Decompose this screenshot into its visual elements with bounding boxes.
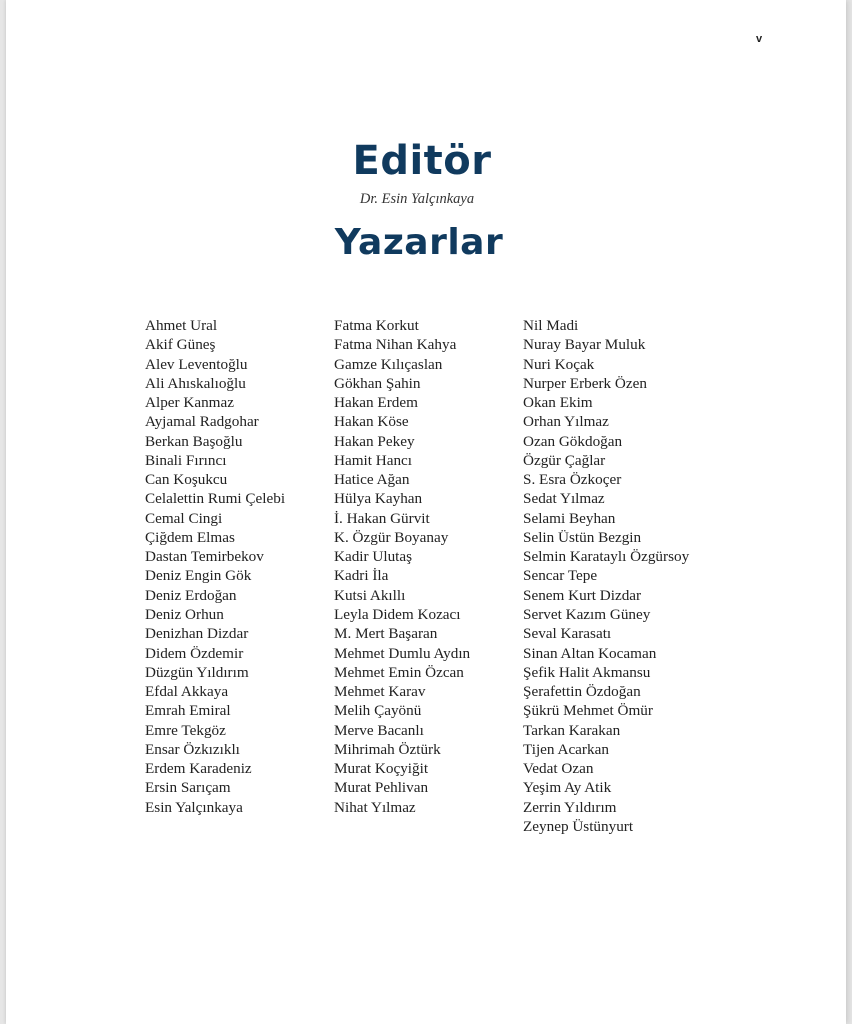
author-name: Düzgün Yıldırım xyxy=(145,663,249,681)
author-name: Denizhan Dizdar xyxy=(145,625,249,643)
author-name: Nuray Bayar Muluk xyxy=(523,336,646,354)
author-name: Hakan Pekey xyxy=(334,432,415,450)
author-name: Orhan Yılmaz xyxy=(523,413,609,431)
author-name: Hakan Köse xyxy=(334,413,409,431)
author-name: Senem Kurt Dizdar xyxy=(523,586,642,604)
author-name: Ozan Gökdoğan xyxy=(523,432,623,450)
editor-heading: Editör xyxy=(352,138,492,184)
author-name: Kutsi Akıllı xyxy=(334,586,406,604)
author-name: Merve Bacanlı xyxy=(334,721,424,739)
author-name: Dastan Temirbekov xyxy=(145,548,264,566)
author-name: Özgür Çağlar xyxy=(523,451,606,469)
editor-name: Dr. Esin Yalçınkaya xyxy=(359,191,475,207)
author-name: Okan Ekim xyxy=(523,394,593,412)
author-name: Murat Pehlivan xyxy=(334,779,429,797)
author-name: Akif Güneş xyxy=(145,336,216,354)
author-name: Şerafettin Özdoğan xyxy=(523,683,641,701)
author-name: Alper Kanmaz xyxy=(145,394,234,412)
author-name: Gökhan Şahin xyxy=(334,374,421,392)
author-name: Leyla Didem Kozacı xyxy=(334,605,461,623)
author-name: İ. Hakan Gürvit xyxy=(334,509,430,527)
author-name: Hatice Ağan xyxy=(334,471,410,489)
author-name: Cemal Cingi xyxy=(145,509,223,527)
author-name: Can Koşukcu xyxy=(145,471,228,489)
author-name: Didem Özdemir xyxy=(145,644,244,662)
author-name: Seval Karasatı xyxy=(523,625,612,643)
author-name: Deniz Erdoğan xyxy=(145,586,237,604)
author-name: Sencar Tepe xyxy=(523,567,598,585)
author-name: Nurper Erberk Özen xyxy=(523,374,647,392)
author-name: Mehmet Emin Özcan xyxy=(334,663,464,681)
author-name: Sedat Yılmaz xyxy=(523,490,605,508)
authors-column-2 xyxy=(334,316,470,817)
author-name: Ensar Özkızıklı xyxy=(145,740,240,758)
author-name: Mehmet Karav xyxy=(334,683,426,701)
author-name: Murat Koçyiğit xyxy=(334,760,429,778)
author-name: Kadri İla xyxy=(334,567,389,585)
author-name: Celalettin Rumi Çelebi xyxy=(145,490,286,508)
author-name: Hakan Erdem xyxy=(334,394,418,412)
author-name: Servet Kazım Güney xyxy=(523,605,651,623)
author-name: Zeynep Üstünyurt xyxy=(523,817,634,835)
author-name: K. Özgür Boyanay xyxy=(334,528,449,546)
author-name: Deniz Orhun xyxy=(145,605,224,623)
author-name: Emre Tekgöz xyxy=(145,721,226,739)
page-number: v xyxy=(756,33,763,45)
author-name: Deniz Engin Gök xyxy=(145,567,252,585)
author-name: Şükrü Mehmet Ömür xyxy=(523,702,653,720)
author-name: Melih Çayönü xyxy=(334,702,422,720)
author-name: Selmin Karataylı Özgürsoy xyxy=(523,548,690,566)
author-name: S. Esra Özkoçer xyxy=(523,471,622,489)
author-name: Nil Madi xyxy=(523,317,579,334)
authors-column-3 xyxy=(523,316,689,836)
author-name: Nihat Yılmaz xyxy=(334,798,416,816)
author-name: Ali Ahıskalıoğlu xyxy=(145,374,246,392)
author-name: Fatma Nihan Kahya xyxy=(334,336,457,354)
author-name: Hamit Hancı xyxy=(334,451,413,469)
authors-heading: Yazarlar xyxy=(334,222,504,263)
author-name: Selin Üstün Bezgin xyxy=(523,528,642,546)
author-name: Zerrin Yıldırım xyxy=(523,798,617,816)
author-name: Erdem Karadeniz xyxy=(145,760,252,778)
author-name: Tijen Acarkan xyxy=(523,740,609,758)
author-name: Sinan Altan Kocaman xyxy=(523,644,657,662)
author-name: Fatma Korkut xyxy=(334,317,419,334)
author-name: Selami Beyhan xyxy=(523,509,616,527)
author-name: Tarkan Karakan xyxy=(523,721,621,739)
author-name: Vedat Ozan xyxy=(523,760,594,778)
author-name: Alev Leventoğlu xyxy=(145,355,248,373)
author-name: Ahmet Ural xyxy=(145,317,218,334)
author-name: Emrah Emiral xyxy=(145,702,231,720)
author-name: Gamze Kılıçaslan xyxy=(334,355,443,373)
author-name: Efdal Akkaya xyxy=(145,683,229,701)
author-name: Hülya Kayhan xyxy=(334,490,423,508)
author-name: Nuri Koçak xyxy=(523,355,595,373)
author-name: Çiğdem Elmas xyxy=(145,528,235,546)
document-page xyxy=(6,0,846,1024)
author-name: Berkan Başoğlu xyxy=(145,432,243,450)
author-name: Binali Fırıncı xyxy=(145,451,227,469)
authors-column-1 xyxy=(145,316,285,817)
author-name: Şefik Halit Akmansu xyxy=(523,663,651,681)
author-name: Yeşim Ay Atik xyxy=(523,779,612,797)
author-name: Esin Yalçınkaya xyxy=(145,798,243,816)
author-name: Ayjamal Radgohar xyxy=(145,413,259,431)
author-name: Ersin Sarıçam xyxy=(145,779,231,797)
author-name: Mehmet Dumlu Aydın xyxy=(334,644,471,662)
author-name: Mihrimah Öztürk xyxy=(334,740,441,758)
author-name: M. Mert Başaran xyxy=(334,625,438,643)
author-name: Kadir Ulutaş xyxy=(334,548,413,566)
